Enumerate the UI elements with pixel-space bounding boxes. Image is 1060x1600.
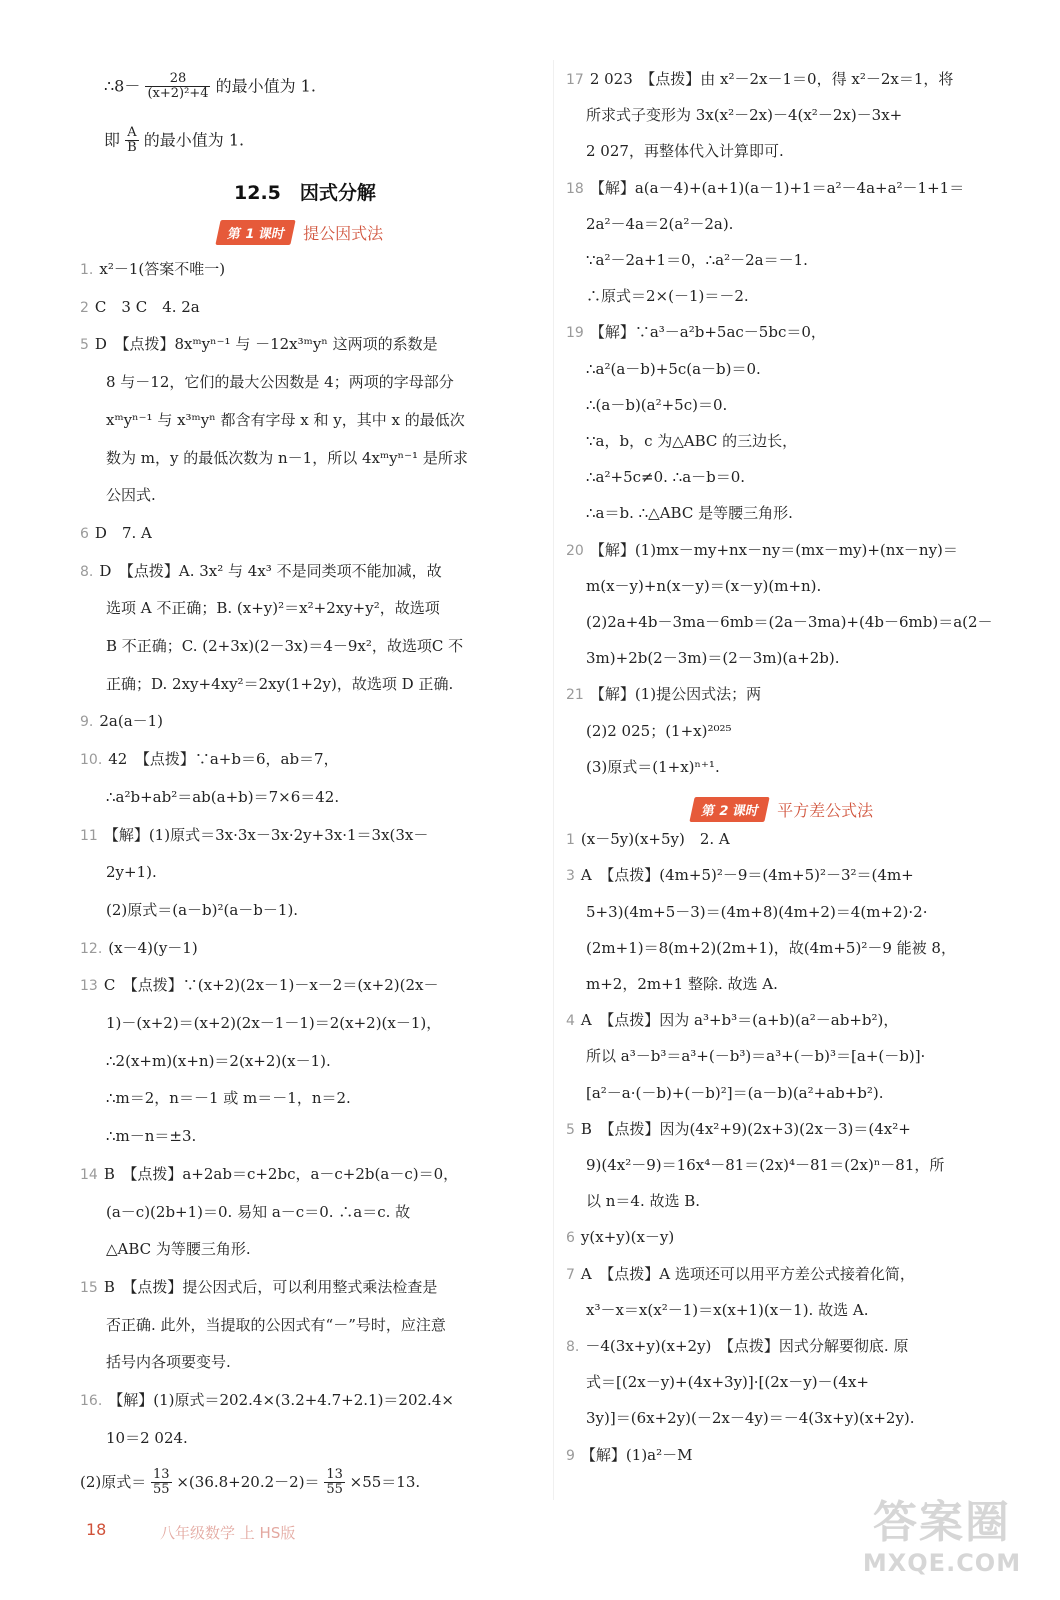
answer-text: 正确；D. 2xy+4xy²＝2xy(1+2y)，故选项 D 正确. (106, 674, 454, 693)
answer-line (80, 938, 198, 957)
answer-text: 42 【点拨】∵a+b＝6，ab＝7， (108, 750, 339, 769)
answer-line (586, 434, 797, 449)
answer-line (106, 601, 440, 616)
answer-text: 8 与－12，它们的最大公因数是 4；两项的字母部分 (106, 373, 454, 392)
answer-text: m(x－y)+n(x－y)＝(x－y)(m+n). (586, 576, 822, 595)
lesson-title: 提公因式法 (303, 224, 384, 243)
answer-line (106, 410, 465, 429)
fraction (145, 72, 210, 102)
answer-line (106, 1129, 196, 1144)
answer-text: (2)原式＝(a－b)²(a－b－1). (106, 900, 299, 919)
answer-text: ∴a²b+ab²＝ab(a+b)＝7×6＝42. (106, 787, 340, 806)
answer-text: (x－4)(y－1) (108, 938, 198, 957)
answer-text: ∴原式＝2×(－1)＝－2. (586, 287, 749, 306)
watermark-logo (842, 1498, 1042, 1588)
answer-line (586, 1083, 884, 1102)
question-number: 12. (80, 940, 103, 957)
answer-text: (3)原式＝(1+x)ⁿ⁺¹. (586, 757, 720, 776)
answer-text: 2y+1). (106, 863, 157, 882)
answer-text: ∴a＝b. ∴△ABC 是等腰三角形. (586, 504, 793, 523)
answer-text: A 【点拨】A 选项还可以用平方差公式接着化简， (580, 1264, 915, 1283)
answer-line (106, 787, 340, 806)
answer-text: (2m+1)＝8(m+2)(2m+1)，故(4m+5)²－9 能被 8， (586, 938, 956, 957)
section-title: 12.5 因式分解 (234, 182, 376, 204)
book-title: 八年级数学 上 HS版 (160, 1524, 296, 1542)
answer-text: ∵a²－2a+1＝0，∴a²－2a＝－1. (586, 251, 808, 269)
answer-text: 2 023 【点拨】由 x²－2x－1＝0，得 x²－2x＝1，将 (589, 70, 954, 88)
question-number: 4 (566, 1013, 575, 1030)
text: (2)原式＝ (80, 1472, 147, 1491)
answer-line (106, 865, 157, 880)
question-number: 20 (566, 542, 584, 559)
answer-text: (2)2a+4b－3ma－6mb＝(2a－3ma)+(4b－6mb)＝a(2－ (586, 613, 993, 631)
answer-line (106, 488, 156, 503)
min-value-line-1 (104, 72, 316, 102)
question-number: 3 (566, 868, 575, 885)
answer-text: 式＝[(2x－y)+(4x+3y)]·[(2x－y)－(4x+ (586, 1373, 869, 1392)
question-number: 2 (80, 299, 89, 316)
fraction (151, 1468, 172, 1498)
answer-text: B 不正确；C. (2+3x)(2－3x)＝4－9x²，故选项C 不 (106, 637, 464, 655)
question-number: 9. (80, 714, 94, 731)
answer-line (586, 938, 956, 957)
lesson-2-header (692, 797, 873, 822)
answer-text: 【解】(1)a²－M (580, 1445, 693, 1464)
answer-text: A 【点拨】(4m+5)²－9＝(4m+5)²－3²＝(4m+ (580, 866, 914, 885)
answer-line (586, 977, 778, 992)
answer-text: 1)－(x+2)＝(x+2)(2x－1－1)＝2(x+2)(x－1)， (106, 1014, 442, 1032)
answer-text: B 【点拨】a+2ab＝c+2bc，a－c+2b(a－c)＝0， (103, 1164, 459, 1183)
answer-line (106, 1242, 251, 1257)
question-number: 19 (566, 325, 584, 342)
question-number: 1. (80, 262, 94, 278)
answer-line (586, 576, 822, 595)
answer-line (566, 178, 965, 197)
answer-line (586, 214, 734, 233)
answer-text: ∴m－n＝±3. (106, 1127, 197, 1146)
answer-text: 【解】(1)原式＝3x·3x－3x·2y+3x·1＝3x(3x－ (103, 825, 429, 844)
answer-line (106, 674, 454, 693)
answer-line (586, 1194, 700, 1209)
answer-text: ∴(a－b)(a²+5c)＝0. (586, 395, 728, 414)
answer-line (106, 1355, 231, 1370)
answer-text: △ABC 为等腰三角形. (106, 1240, 251, 1259)
question-number: 15 (80, 1279, 98, 1296)
fraction (125, 126, 139, 156)
question-number: 16. (80, 1393, 103, 1409)
column-divider (553, 60, 554, 1500)
text: ∴8－ (104, 76, 141, 96)
answer-text: 2a(a－1) (99, 712, 164, 731)
question-number: 6 (80, 525, 89, 542)
answer-text: (a－c)(2b+1)＝0. 易知 a－c＝0. ∴a＝c. 故 (106, 1202, 411, 1221)
question-number: 18 (566, 180, 584, 197)
answer-line (106, 1428, 188, 1447)
answer-line (80, 262, 225, 277)
question-number: 9 (566, 1447, 575, 1464)
answer-text: 【解】(1)原式＝202.4×(3.2+4.7+2.1)＝202.4× (108, 1391, 454, 1409)
answer-line (106, 1091, 351, 1106)
answer-text: 9)(4x²－9)＝16x⁴－81＝(2x)⁴－81＝(2x)ⁿ－81，所 (586, 1156, 945, 1174)
answer-line (586, 253, 808, 268)
answer-text: －4(3x+y)(x+2y) 【点拨】因式分解要彻底. 原 (585, 1337, 909, 1355)
answer-line (586, 1049, 925, 1064)
answer-text: 【解】∵a³－a²b+5ac－5bc＝0， (589, 323, 826, 342)
answer-line (586, 1375, 869, 1390)
answer-text: 以 n＝4. 故选 B. (586, 1192, 701, 1211)
answer-line (586, 359, 761, 378)
answer-line (566, 72, 953, 87)
answer-line (566, 832, 730, 847)
answer-text: B 【点拨】因为(4x²+9)(2x+3)(2x－3)＝(4x²+ (580, 1119, 911, 1138)
fraction-denominator: 55 (153, 1482, 170, 1498)
fraction-denominator: (x+2)²+4 (147, 86, 209, 102)
answer-line (586, 902, 928, 921)
text: ×55＝13. (349, 1472, 421, 1491)
answer-text: 【解】(1)提公因式法；两 (589, 685, 762, 704)
fraction-numerator: 28 (145, 72, 210, 87)
lesson-title: 平方差公式法 (777, 801, 874, 820)
question-number: 8. (566, 1339, 580, 1355)
answer-line (586, 289, 749, 304)
fraction-denominator: 55 (326, 1482, 343, 1498)
answer-line (80, 978, 438, 993)
answer-line (80, 561, 442, 580)
answer-text: 【解】(1)mx－my+nx－ny＝(mx－my)+(nx－ny)＝ (589, 540, 958, 559)
answer-line (586, 721, 732, 740)
answer-text: C 【点拨】∵(x+2)(2x－1)－x－2＝(x+2)(2x－ (103, 976, 439, 995)
answer-text: D 7. A (94, 523, 152, 542)
fraction-numerator: 13 (326, 1467, 343, 1482)
question-number: 6 (566, 1230, 575, 1247)
answer-line (586, 108, 902, 123)
answer-text: ∴2(x+m)(x+n)＝2(x+2)(x－1). (106, 1051, 331, 1070)
answer-text: B 【点拨】提公因式后，可以利用整式乘法检查是 (103, 1277, 438, 1296)
text: 的最小值为 1. (143, 130, 245, 150)
answer-line (106, 448, 468, 467)
answer-16-part-2 (80, 1468, 420, 1498)
question-number: 14 (80, 1166, 98, 1183)
answer-text: C 3 C 4. 2a (94, 297, 200, 316)
answer-line (566, 1013, 898, 1028)
answer-line (80, 752, 339, 767)
question-number: 21 (566, 687, 584, 704)
answer-text: 2 027，再整体代入计算即可. (586, 142, 784, 161)
answer-text: xᵐyⁿ⁻¹ 与 x³ᵐyⁿ 都含有字母 x 和 y，其中 x 的最低次 (106, 410, 465, 429)
answer-line (586, 615, 993, 630)
text: 的最小值为 1. (215, 76, 316, 96)
question-number: 11 (80, 827, 98, 844)
answer-line (566, 868, 914, 883)
answer-line (566, 687, 761, 702)
text: ×(36.8+20.2－2)＝ (176, 1472, 320, 1491)
answer-line (106, 1315, 446, 1334)
answer-text: m+2，2m+1 整除. 故选 A. (586, 975, 778, 993)
question-number: 5 (80, 337, 89, 354)
answer-text: 【解】a(a－4)+(a+1)(a－1)+1＝a²－4a+a²－1+1＝ (589, 178, 965, 197)
answer-line (586, 757, 720, 776)
lesson-1-header (218, 220, 383, 245)
min-value-line-2 (104, 126, 244, 156)
answer-line (106, 1051, 331, 1070)
answer-line (566, 325, 826, 340)
answer-line (80, 1277, 438, 1296)
question-number: 17 (566, 72, 584, 88)
answer-text: 5+3)(4m+5－3)＝(4m+8)(4m+2)＝4(m+2)·2· (586, 902, 928, 921)
question-number: 1 (566, 832, 575, 849)
answer-line (586, 651, 840, 666)
lesson-badge: 第 1 课时 (215, 220, 295, 245)
answer-line (80, 1164, 459, 1183)
answer-text: 数为 m，y 的最低次数为 n－1，所以 4xᵐyⁿ⁻¹ 是所求 (106, 448, 468, 467)
answer-line (566, 1119, 911, 1138)
answer-text: y(x+y)(x－y) (580, 1228, 675, 1247)
answer-line (106, 1202, 411, 1221)
answer-text: 选项 A 不正确；B. (x+y)²＝x²+2xy+y²，故选项 (106, 599, 440, 618)
answer-line (586, 470, 745, 485)
answer-line (106, 1016, 441, 1031)
answer-text: ∴m＝2，n＝－1 或 m＝－1，n＝2. (106, 1089, 351, 1108)
answer-line (106, 900, 299, 919)
fraction (324, 1468, 345, 1498)
answer-line (586, 506, 793, 521)
answer-line (106, 639, 463, 654)
answer-text: ∴a²(a－b)+5c(a－b)＝0. (586, 359, 761, 378)
answer-text: 否正确. 此外，当提取的公因式有“－”号时，应注意 (106, 1315, 446, 1334)
answer-line (80, 337, 438, 352)
question-number: 13 (80, 978, 98, 995)
answer-text: 公因式. (106, 486, 156, 505)
watermark-text: 答案圈 (873, 1497, 1011, 1548)
answer-text: 2a²－4a＝2(a²－2a). (586, 214, 734, 233)
answer-line (80, 297, 200, 316)
answer-text: [a²－a·(－b)+(－b)²]＝(a－b)(a²+ab+b²). (586, 1083, 884, 1102)
page-number: 18 (86, 1520, 107, 1539)
answer-text: 所以 a³－b³＝a³+(－b³)＝a³+(－b)³＝[a+(－b)]· (586, 1047, 926, 1066)
answer-line (106, 375, 454, 390)
fraction-numerator: 13 (153, 1467, 170, 1482)
text: 即 (104, 130, 121, 150)
question-number: 5 (566, 1121, 575, 1138)
answer-line (566, 1445, 693, 1464)
answer-line (80, 1393, 454, 1408)
answer-line (566, 1264, 915, 1283)
answer-text: x²－1(答案不唯一) (99, 260, 226, 278)
answer-text: 3m)+2b(2－3m)＝(2－3m)(a+2b). (586, 649, 840, 668)
answer-text: A 【点拨】因为 a³+b³＝(a+b)(a²－ab+b²)， (580, 1011, 899, 1030)
answer-line (80, 825, 429, 844)
watermark-url: MXQE.COM (862, 1549, 1022, 1577)
answer-text: D 【点拨】8xᵐyⁿ⁻¹ 与 －12x³ᵐyⁿ 这两项的系数是 (94, 335, 438, 354)
answer-line (80, 523, 152, 542)
answer-text: x³－x＝x(x²－1)＝x(x+1)(x－1). 故选 A. (586, 1300, 869, 1319)
answer-line (586, 144, 784, 159)
answer-text: ∴a²+5c≠0. ∴a－b＝0. (586, 468, 746, 487)
fraction-numerator: A (125, 126, 139, 141)
answer-text: 3y)]＝(6x+2y)(－2x－4y)＝－4(3x+y)(x+2y). (586, 1409, 915, 1428)
answer-text: (x－5y)(x+5y) 2. A (580, 830, 730, 849)
question-number: 7 (566, 1266, 575, 1283)
fraction-denominator: B (127, 140, 137, 156)
answer-text: 10＝2 024. (106, 1428, 188, 1447)
answer-line (80, 714, 163, 729)
answer-line (586, 1411, 915, 1426)
answer-text: (2)2 025；(1+x)²⁰²⁵ (586, 721, 732, 740)
answer-line (566, 1339, 908, 1354)
answer-text: ∵a，b，c 为△ABC 的三边长， (586, 432, 798, 450)
answer-line (566, 1230, 674, 1245)
answer-line (566, 540, 958, 559)
lesson-badge: 第 2 课时 (689, 797, 769, 822)
answer-text: D 【点拨】A. 3x² 与 4x³ 不是同类项不能加减，故 (99, 561, 442, 580)
answer-text: 所求式子变形为 3x(x²－2x)－4(x²－2x)－3x+ (586, 106, 903, 125)
answer-line (586, 1300, 869, 1319)
question-number: 8. (80, 563, 94, 580)
answer-text: 括号内各项要变号. (106, 1353, 231, 1372)
answer-line (586, 1158, 944, 1173)
question-number: 10. (80, 752, 103, 769)
answer-line (586, 395, 728, 414)
